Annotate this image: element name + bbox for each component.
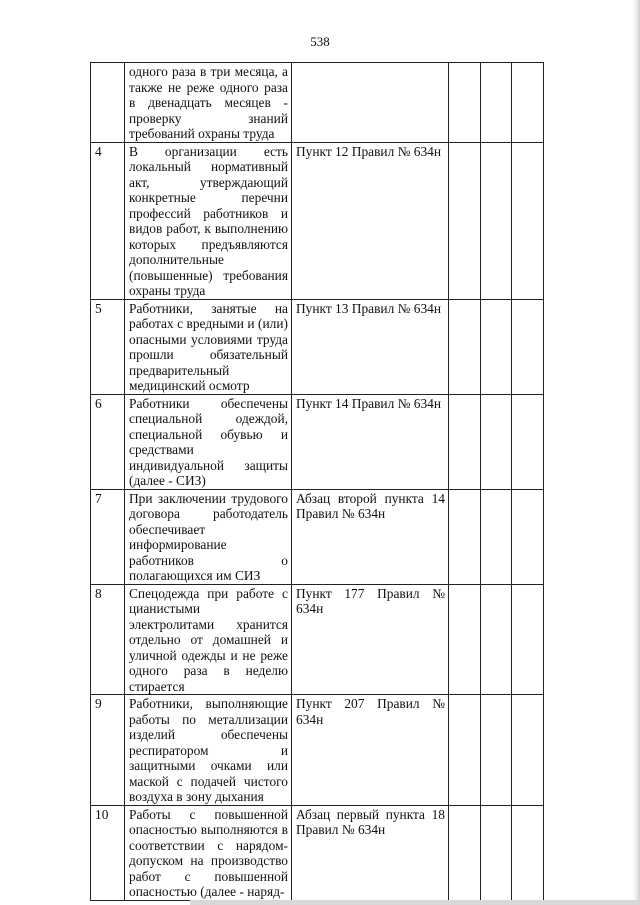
row-number: 6	[91, 394, 125, 489]
answer-cell-na	[512, 299, 544, 394]
answer-cell-yes	[449, 584, 481, 695]
table-row	[91, 63, 544, 143]
answer-cell-na	[512, 394, 544, 489]
answer-cell-no	[481, 489, 512, 584]
table-row	[91, 805, 544, 900]
requirement-text: В организации есть локальный нормативный акт, утверждающий конкретные перечни профессий работников и видов работ, к выполнению которых предъявляются дополнительные (повышенные) требования охраны труда	[125, 142, 292, 299]
answer-cell-na	[512, 805, 544, 900]
answer-cell-na	[512, 142, 544, 299]
answer-cell-yes	[449, 142, 481, 299]
answer-cell-yes	[449, 489, 481, 584]
answer-cell-no	[481, 394, 512, 489]
legal-reference: Пункт 177 Правил № 634н	[292, 584, 449, 695]
table-row	[91, 142, 544, 299]
row-number	[91, 63, 125, 143]
answer-cell-no	[481, 63, 512, 143]
answer-cell-yes	[449, 695, 481, 806]
page-number: 538	[310, 34, 330, 49]
requirement-text: Работники, выполняющие работы по металлизации изделий обеспечены респиратором и защитными очками или маской с подачей чистого воздуха в зону дыхания	[125, 695, 292, 806]
checklist-table	[90, 62, 544, 901]
legal-reference: Пункт 14 Правил № 634н	[292, 394, 449, 489]
table-row	[91, 584, 544, 695]
answer-cell-yes	[449, 63, 481, 143]
row-number: 5	[91, 299, 125, 394]
answer-cell-no	[481, 805, 512, 900]
answer-cell-yes	[449, 299, 481, 394]
answer-cell-na	[512, 584, 544, 695]
answer-cell-yes	[449, 805, 481, 900]
requirement-text: При заключении трудового договора работодатель обеспечивает информирование работников о полагающихся им СИЗ	[125, 489, 292, 584]
legal-reference: Абзац второй пункта 14 Правил № 634н	[292, 489, 449, 584]
legal-reference: Абзац первый пункта 18 Правил № 634н	[292, 805, 449, 900]
answer-cell-no	[481, 299, 512, 394]
requirement-text: Работы с повышенной опасностью выполняются в соответствии с нарядом-допуском на производство работ с повышенной опасностью (далее - наряд-	[125, 805, 292, 900]
answer-cell-no	[481, 142, 512, 299]
requirement-text: одного раза в три месяца, а также не реже одного раза в двенадцать месяцев - проверку знаний требований охраны труда	[125, 63, 292, 143]
requirement-text: Работники обеспечены специальной одеждой, специальной обувью и средствами индивидуальной защиты (далее - СИЗ)	[125, 394, 292, 489]
table-row	[91, 695, 544, 806]
table-row	[91, 489, 544, 584]
requirement-text: Спецодежда при работе с цианистыми электролитами хранится отдельно от домашней и уличной одежды и не реже одного раза в неделю стирается	[125, 584, 292, 695]
answer-cell-yes	[449, 394, 481, 489]
answer-cell-no	[481, 584, 512, 695]
answer-cell-na	[512, 489, 544, 584]
legal-reference: Пункт 12 Правил № 634н	[292, 142, 449, 299]
row-number: 4	[91, 142, 125, 299]
table-row	[91, 394, 544, 489]
row-number: 7	[91, 489, 125, 584]
row-number: 10	[91, 805, 125, 900]
row-number: 8	[91, 584, 125, 695]
legal-reference: Пункт 13 Правил № 634н	[292, 299, 449, 394]
row-number: 9	[91, 695, 125, 806]
answer-cell-no	[481, 695, 512, 806]
legal-reference	[292, 63, 449, 143]
scan-edge-shadow	[633, 0, 640, 905]
legal-reference: Пункт 207 Правил № 634н	[292, 695, 449, 806]
table-row	[91, 299, 544, 394]
answer-cell-na	[512, 63, 544, 143]
scan-bottom-edge	[190, 900, 640, 905]
requirement-text: Работники, занятые на работах с вредными и (или) опасными условиями труда прошли обязательный предварительный медицинский осмотр	[125, 299, 292, 394]
answer-cell-na	[512, 695, 544, 806]
